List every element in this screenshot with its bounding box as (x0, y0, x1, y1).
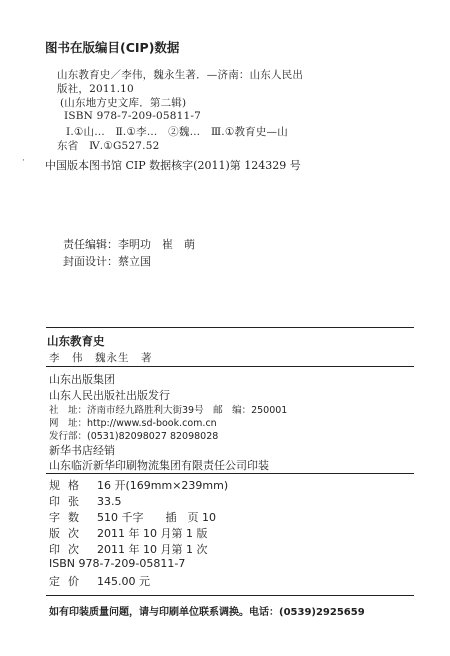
spec-row (49, 509, 216, 525)
spec-label: 版次 (49, 527, 87, 540)
quality-notice: 如有印装质量问题，请与印刷单位联系调换。电话：(0539)2925659 (49, 607, 365, 618)
spec-value: 510 千字 插 页 10 (97, 511, 216, 524)
cover-credit: 封面设计：蔡立国 (63, 255, 151, 268)
spec-row (49, 493, 122, 509)
seller: 新华书店经销 (49, 444, 115, 457)
spec-label: 定价 (49, 575, 87, 588)
spec-label: 印张 (49, 495, 87, 508)
margin-mark: · (22, 156, 25, 166)
book-title: 山东教育史 (47, 334, 105, 348)
spec-value: 2011 年 10 月第 1 版 (97, 527, 208, 540)
divider-2 (46, 366, 414, 367)
spec-value: 145.00 元 (97, 575, 150, 588)
cip-line-3: (山东地方史文库．第二辑) (60, 97, 187, 109)
printer: 山东临沂新华印刷物流集团有限责任公司印装 (49, 459, 269, 472)
spec-value: 33.5 (97, 495, 122, 508)
spec-label: 字数 (49, 511, 87, 524)
spec-value: 16 开(169mm×239mm) (97, 479, 229, 492)
divider-top (46, 327, 414, 328)
spec-row (49, 573, 150, 589)
cip-number: 中国版本图书馆 CIP 数据核字(2011)第 124329 号 (45, 159, 301, 172)
spec-value: ISBN 978-7-209-05811-7 (49, 557, 186, 570)
cip-line-1: 山东教育史／李伟，魏永生著．—济南：山东人民出 (57, 69, 304, 81)
publisher-phone: 发行部：(0531)82098027 82098028 (49, 431, 219, 442)
spec-row (49, 525, 207, 541)
spec-row (49, 477, 228, 493)
editor-credit: 责任编辑：李明功 崔 萌 (63, 238, 195, 251)
book-authors: 李 伟 魏永生 著 (49, 352, 153, 364)
cip-heading: 图书在版编目(CIP)数据 (45, 40, 180, 55)
publisher-group: 山东出版集团 (49, 373, 115, 386)
divider-bottom (46, 595, 414, 596)
divider-3 (46, 473, 414, 474)
cip-line-2: 版社，2011.10 (57, 83, 134, 95)
spec-label: 规格 (49, 479, 87, 492)
publisher-address: 社 址：济南市经九路胜利大街39号 邮 编：250001 (49, 405, 288, 416)
spec-label: 印次 (49, 543, 87, 556)
publisher-distributor: 山东人民出版社出版发行 (49, 389, 170, 402)
cip-class-line-2: 东省 Ⅳ.①G527.52 (57, 140, 160, 152)
cip-isbn: ISBN 978-7-209-05811-7 (64, 110, 202, 122)
spec-value: 2011 年 10 月第 1 次 (97, 543, 208, 556)
spec-row (49, 557, 185, 570)
spec-row (49, 541, 207, 557)
cip-class-line-1: Ⅰ.①山… Ⅱ.①李… ②魏… Ⅲ.①教育史—山 (66, 126, 288, 138)
publisher-website: 网 址：http://www.sd-book.com.cn (49, 418, 217, 429)
